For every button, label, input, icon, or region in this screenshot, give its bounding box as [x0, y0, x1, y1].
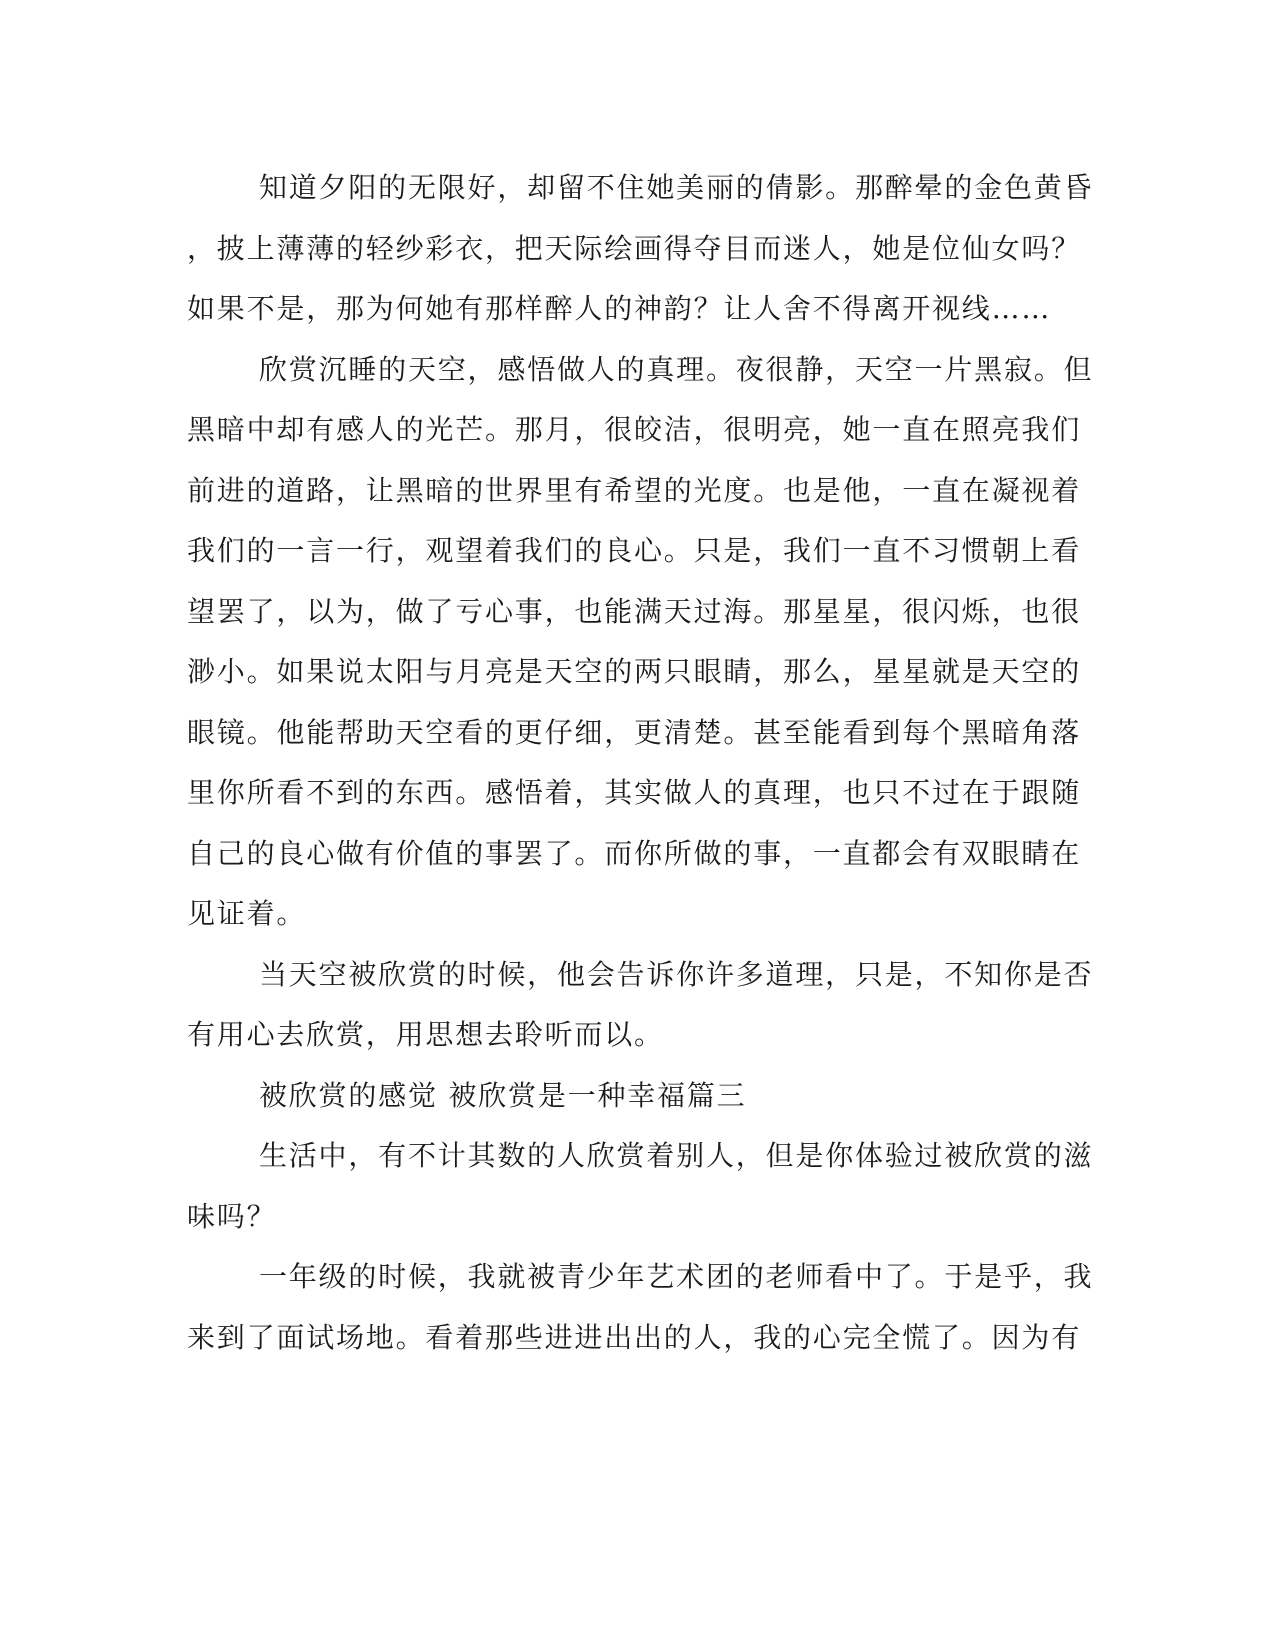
- paragraph-night-sky: [187, 340, 1094, 945]
- section-heading-text: 被欣赏的感觉 被欣赏是一种幸福篇三: [258, 1078, 747, 1112]
- text-line: 渺小。如果说太阳与月亮是天空的两只眼睛，那么，星星就是天空的: [187, 655, 1082, 688]
- text-line: 一年级的时候，我就被青少年艺术团的老师看中了。于是乎，我: [258, 1260, 1094, 1293]
- text-line: 如果不是，那为何她有那样醉人的神韵？让人舍不得离开视线……: [187, 292, 1052, 325]
- document-body: [187, 158, 1094, 1368]
- text-line: ，披上薄薄的轻纱彩衣，把天际绘画得夺目而迷人，她是位仙女吗？: [187, 231, 1082, 265]
- text-line: 自己的良心做有价值的事罢了。而你所做的事，一直都会有双眼睛在: [187, 836, 1082, 870]
- text-line: 里你所看不到的东西。感悟着，其实做人的真理，也只不过在于跟随: [187, 776, 1082, 809]
- paragraph-sunset: [187, 158, 1094, 340]
- text-line: 前进的道路，让黑暗的世界里有希望的光度。也是他，一直在凝视着: [187, 473, 1082, 507]
- text-line: 有用心去欣赏，用思想去聆听而以。: [187, 1018, 664, 1051]
- text-line: 黑暗中却有感人的光芒。那月，很皎洁，很明亮，她一直在照亮我们: [187, 413, 1082, 446]
- text-line: 知道夕阳的无限好，却留不住她美丽的倩影。那醉晕的金色黄昏: [258, 171, 1094, 204]
- text-line: 来到了面试场地。看着那些进进出出的人，我的心完全慌了。因为有: [187, 1320, 1082, 1354]
- paragraph-life: [187, 1126, 1094, 1247]
- text-line: 望罢了，以为，做了亏心事，也能满天过海。那星星，很闪烁，也很: [187, 594, 1082, 628]
- text-line: 眼镜。他能帮助天空看的更仔细，更清楚。甚至能看到每个黑暗角落: [187, 715, 1082, 749]
- section-heading: [187, 1066, 1077, 1127]
- text-line: 生活中，有不计其数的人欣赏着别人，但是你体验过被欣赏的滋: [258, 1139, 1094, 1172]
- text-line: 当天空被欣赏的时候，他会告诉你许多道理，只是，不知你是否: [258, 957, 1094, 991]
- text-line: 见证着。: [187, 897, 307, 930]
- text-line: 欣赏沉睡的天空，感悟做人的真理。夜很静，天空一片黑寂。但: [258, 352, 1094, 386]
- paragraph-first-grade: [187, 1247, 1094, 1368]
- paragraph-appreciate-sky: [187, 945, 1094, 1066]
- text-line: 味吗？: [187, 1199, 277, 1233]
- text-line: 我们的一言一行，观望着我们的良心。只是，我们一直不习惯朝上看: [187, 534, 1082, 567]
